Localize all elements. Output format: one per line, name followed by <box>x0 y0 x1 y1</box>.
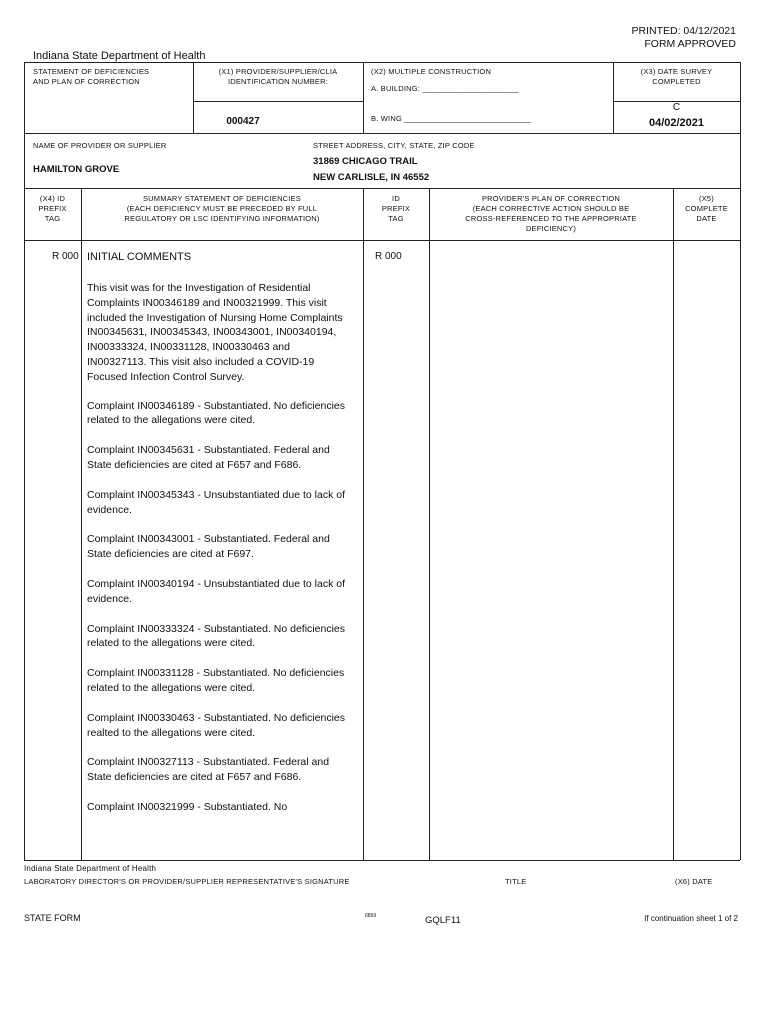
row-heading: INITIAL COMMENTS <box>87 251 192 263</box>
survey-code: C <box>672 102 681 113</box>
narrative-paragraph: Complaint IN00340194 - Unsubstantiated due to lack of evidence. <box>87 577 345 605</box>
narrative-paragraph: Complaint IN00327113 - Substantiated. Federal and State deficiencies are cited at F657 and F686. <box>87 756 330 784</box>
row-tag-left: R 000 <box>52 251 79 262</box>
x3-label-2: COMPLETED <box>652 77 701 86</box>
signature-label: LABORATORY DIRECTOR'S OR PROVIDER/SUPPLIER REPRESENTATIVE'S SIGNATURE <box>24 877 350 886</box>
narrative-paragraph: Complaint IN00346189 - Substantiated. No deficiencies related to the allegations were cited. <box>87 399 345 427</box>
col-plan-header-3: CROSS-REFERENCED TO THE APPROPRIATE <box>465 214 637 223</box>
address-line-2: NEW CARLISLE, IN 46552 <box>313 172 430 183</box>
wing-field: B. WING _____________________________ <box>371 114 532 123</box>
title-label: TITLE <box>505 877 527 886</box>
col-summary-header-2: (EACH DEFICIENCY MUST BE PRECEDED BY FULL <box>126 204 318 213</box>
col-summary-header: SUMMARY STATEMENT OF DEFICIENCIES <box>142 194 301 203</box>
x1-label-2: IDENTIFICATION NUMBER: <box>227 77 329 86</box>
building-field: A. BUILDING: ______________________ <box>371 84 519 93</box>
x1-label: (X1) PROVIDER/SUPPLIER/CLIA <box>218 67 338 76</box>
narrative-paragraph: Complaint IN00331128 - Substantiated. No deficiencies related to the allegations were cited. <box>87 667 345 694</box>
narrative-paragraph: Complaint IN00321999 - Substantiated. No <box>87 800 288 813</box>
provider-name: HAMILTON GROVE <box>33 164 120 175</box>
narrative-paragraph: This visit was for the Investigation of Residential Complaints IN00346189 and IN00321999. This visit included the Investigation of Nursing Home Complaints IN00345631, IN00345343, IN00343001, IN00340194, IN00333324, IN00331128, IN00330463 and IN00327113. This visit also included a COVID-19 Focused Infection Control Survey. <box>87 282 343 383</box>
statement-label-2: AND PLAN OF CORRECTION <box>33 77 140 86</box>
event-id: GQLF11 <box>425 915 461 926</box>
col-x5-header: (X5) <box>699 194 714 203</box>
col-id-header: ID <box>392 194 400 203</box>
narrative-paragraph: Complaint IN00345343 - Unsubstantiated due to lack of evidence. <box>87 488 345 516</box>
x2-label: (X2) MULTIPLE CONSTRUCTION <box>371 67 492 76</box>
deficiency-narrative <box>87 281 349 830</box>
survey-date: 04/02/2021 <box>648 117 705 129</box>
address-label: STREET ADDRESS, CITY, STATE, ZIP CODE <box>313 141 475 150</box>
col-summary-header-3: REGULATORY OR LSC IDENTIFYING INFORMATION) <box>124 214 320 223</box>
provider-id: 000427 <box>226 116 260 127</box>
state-form-label: STATE FORM <box>24 913 81 923</box>
col-x4-header-3: TAG <box>44 214 61 223</box>
narrative-paragraph: Complaint IN00333324 - Substantiated. No deficiencies related to the allegations were cited. <box>87 622 345 650</box>
col-plan-header-2: (EACH CORRECTIVE ACTION SHOULD BE <box>472 204 630 213</box>
footer-agency: Indiana State Department of Health <box>24 864 157 873</box>
printed-date: PRINTED: 04/12/2021 <box>631 25 736 37</box>
statement-label: STATEMENT OF DEFICIENCIES <box>33 67 150 76</box>
x3-label: (X3) DATE SURVEY <box>640 67 713 76</box>
col-x4-header-2: PREFIX <box>38 204 67 213</box>
date-label: (X6) DATE <box>675 877 713 886</box>
col-x5-header-2: COMPLETE <box>685 204 728 213</box>
narrative-paragraph: Complaint IN00345631 - Substantiated. Federal and State deficiencies are cited at F657 and F686. <box>87 444 330 471</box>
narrative-paragraph: Complaint IN00330463 - Substantiated. No deficiencies realted to the allegations were cited. <box>87 711 345 739</box>
form-code: 6899 <box>365 913 377 919</box>
col-plan-header-4: DEFICIENCY) <box>525 224 577 233</box>
address-line-1: 31869 CHICAGO TRAIL <box>313 156 418 167</box>
continuation-note: If continuation sheet 1 of 2 <box>644 914 738 923</box>
col-x4-header: (X4) ID <box>39 194 66 203</box>
col-x5-header-3: DATE <box>696 214 717 223</box>
col-plan-header: PROVIDER'S PLAN OF CORRECTION <box>481 194 621 203</box>
form-status: FORM APPROVED <box>644 38 736 50</box>
provider-name-label: NAME OF PROVIDER OR SUPPLIER <box>33 141 167 150</box>
narrative-paragraph: Complaint IN00343001 - Substantiated. Federal and State deficiencies are cited at F697. <box>87 533 330 561</box>
col-id-header-2: PREFIX <box>381 204 411 213</box>
col-id-header-3: TAG <box>388 214 404 223</box>
row-tag-right: R 000 <box>375 251 402 262</box>
agency-title: Indiana State Department of Health <box>33 50 206 62</box>
